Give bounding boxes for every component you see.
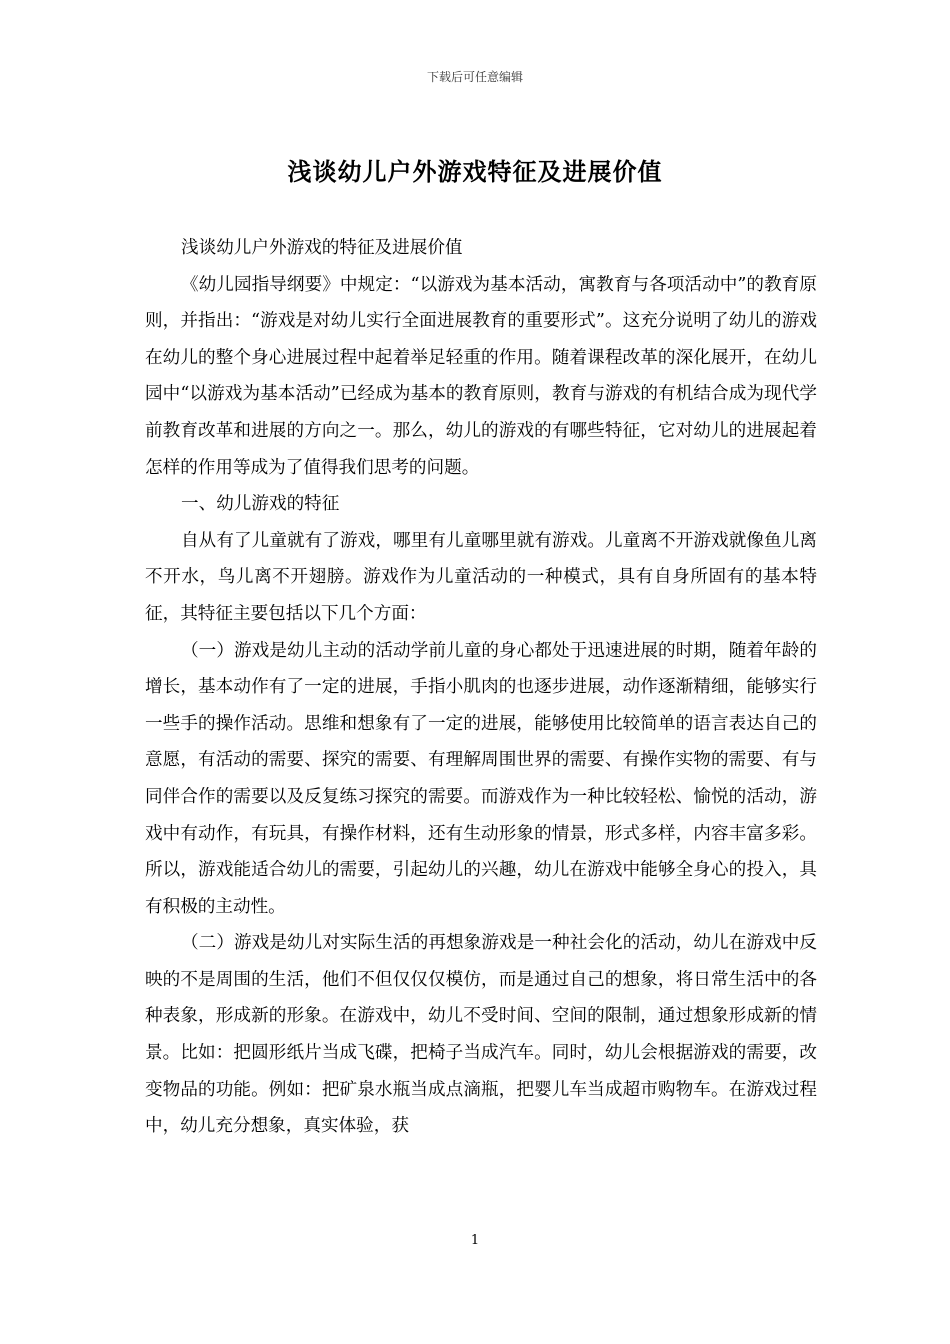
- document-body: [145, 230, 817, 1145]
- paragraph-section-1: 自从有了儿童就有了游戏，哪里有儿童哪里就有游戏。儿童离不开游戏就像鱼儿离不开水，鸟儿离不开翅膀。游戏作为儿童活动的一种模式，具有自身所固有的基本特征，其特征主要包括以下几个方面：: [145, 530, 817, 624]
- page-header-note: 下载后可任意编辑: [426, 70, 523, 84]
- page-number: 1: [470, 1233, 480, 1248]
- paragraph-point-2: （二）游戏是幼儿对实际生活的再想象游戏是一种社会化的活动，幼儿在游戏中反映的不是周围的生活，他们不但仅仅仅模仿，而是通过自己的想象，将日常生活中的各种表象，形成新的形象。在游戏中，幼儿不受时间、空间的限制，通过想象形成新的情景。比如：把圆形纸片当成飞碟，把椅子当成汽车。同时，幼儿会根据游戏的需要，改变物品的功能。例如：把矿泉水瓶当成点滴瓶，把婴儿车当成超市购物车。在游戏过程中，幼儿充分想象，真实体验，获: [145, 933, 817, 1137]
- paragraph-point-1: （一）游戏是幼儿主动的活动学前儿童的身心都处于迅速进展的时期，随着年龄的增长，基本动作有了一定的进展，手指小肌肉的也逐步进展，动作逐渐精细，能够实行一些手的操作活动。思维和想象有了一定的进展，能够使用比较简单的语言表达自己的意愿，有活动的需要、探究的需要、有理解周围世界的需要、有操作实物的需要、有与同伴合作的需要以及反复练习探究的需要。而游戏作为一种比较轻松、愉悦的活动，游戏中有动作，有玩具，有操作材料，还有生动形象的情景，形式多样，内容丰富多彩。所以，游戏能适合幼儿的需要，引起幼儿的兴趣，幼儿在游戏中能够全身心的投入，具有积极的主动性。: [145, 640, 817, 917]
- document-title: 浅谈幼儿户外游戏特征及进展价值: [287, 157, 663, 186]
- paragraph-subtitle: 浅谈幼儿户外游戏的特征及进展价值: [181, 238, 463, 258]
- paragraph-intro: 《幼儿园指导纲要》中规定：“以游戏为基本活动，寓教育与各项活动中”的教育原则，并指出：“游戏是对幼儿实行全面进展教育的重要形式”。这充分说明了幼儿的游戏在幼儿的整个身心进展过程中起着举足轻重的作用。随着课程改革的深化展开，在幼儿园中“以游戏为基本活动”已经成为基本的教育原则，教育与游戏的有机结合成为现代学前教育改革和进展的方向之一。那么，幼儿的游戏的有哪些特征，它对幼儿的进展起着怎样的作用等成为了值得我们思考的问题。: [145, 274, 817, 478]
- section-heading-1: 一、幼儿游戏的特征: [181, 494, 340, 515]
